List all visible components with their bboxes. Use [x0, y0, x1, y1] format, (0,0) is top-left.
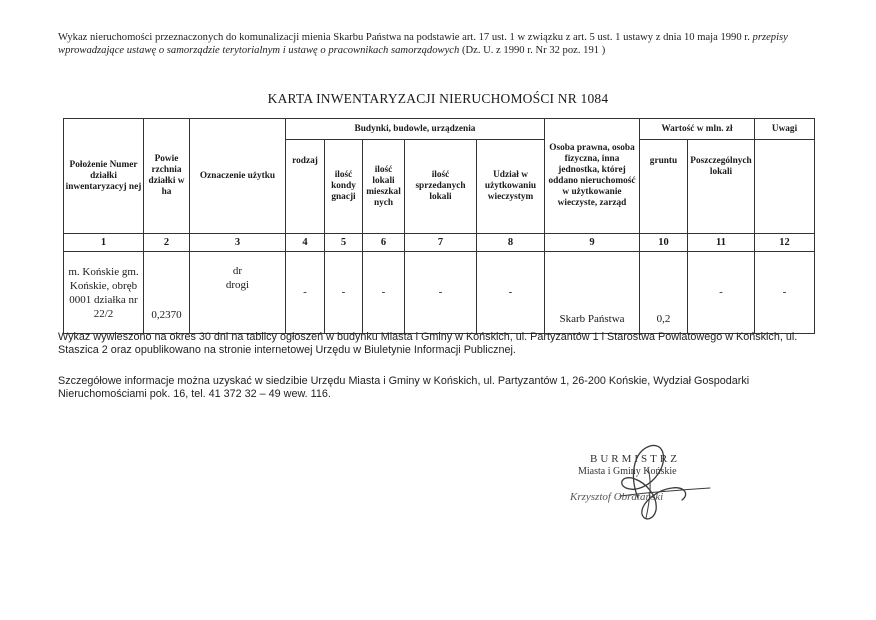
cell-owner: Skarb Państwa	[545, 252, 640, 334]
header-buildings-group: Budynki, budowle, urządzenia	[286, 119, 545, 140]
header-value-group: Wartość w mln. zł	[640, 119, 755, 140]
column-number: 3	[190, 234, 286, 252]
column-number: 12	[755, 234, 815, 252]
header-location: Położenie Numer działki inwentaryzacyj nej	[64, 119, 144, 234]
cell-floors: -	[325, 252, 363, 334]
inventory-table	[63, 118, 815, 334]
column-number: 1	[64, 234, 144, 252]
cell-residential: -	[363, 252, 405, 334]
header-area: Powie rzchnia działki w ha	[144, 119, 190, 234]
header-use: Oznaczenie użytku	[190, 119, 286, 234]
cell-land-value: 0,2	[640, 252, 688, 334]
column-number: 9	[545, 234, 640, 252]
document-title: KARTA INWENTARYZACJI NIERUCHOMOŚCI NR 1084	[267, 91, 609, 106]
header-residential: ilość lokali mieszkal nych	[363, 140, 405, 234]
contact-info: Szczegółowe informacje można uzyskać w siedzibie Urzędu Miasta i Gminy w Końskich, ul. Partyzantów 1, 26-200 Końskie, Wydział Gospodarki Nieruchomościami pok. 16, tel. 41 372 32 – 49 wew. 116.	[58, 375, 750, 400]
column-number: 10	[640, 234, 688, 252]
header-share: Udział w użytkowaniu wieczystym	[477, 140, 545, 234]
cell-area: 0,2370	[144, 252, 190, 334]
cell-kind: -	[286, 252, 325, 334]
intro-italic-text: przepisy wprowadzające ustawę o samorządzie terytorialnym i ustawę o pracownikach samorządowych	[58, 32, 788, 56]
header-land-value: gruntu	[640, 140, 688, 234]
header-floors: ilość kondy gnacji	[325, 140, 363, 234]
column-number: 6	[363, 234, 405, 252]
cell-remarks: -	[755, 252, 815, 334]
posting-notice: Wykaz wywieszono na okres 30 dni na tablicy ogłoszeń w budynku Miasta i Gminy w Końskich, ul. Partyzantów 1 i Starostwa Powiatowego w Końskich, ul. Staszica 2 oraz opublikowano na stronie internetowej Urzędu w Biuletynie Informacji Publicznej.	[58, 331, 798, 356]
signature-name: Krzysztof Obratański	[570, 491, 664, 503]
column-number: 5	[325, 234, 363, 252]
cell-sold: -	[405, 252, 477, 334]
signature-title: BURMISTRZ	[590, 453, 680, 465]
cell-share: -	[477, 252, 545, 334]
intro-text: Wykaz nieruchomości przeznaczonych do komunalizacji mienia Skarbu Państwa na podstawie art. 17 ust. 1 w związku z art. 5 ust. 1 ustawy z dnia 10 maja 1990 r.	[58, 32, 750, 43]
intro-reference: (Dz. U. z 1990 r. Nr 32 poz. 191 )	[461, 45, 606, 56]
cell-use-name: drogi	[225, 279, 250, 291]
cell-location: m. Końskie gm. Końskie, obręb 0001 działka nr 22/2	[64, 252, 144, 334]
header-units-value: Poszczególnych lokali	[688, 140, 755, 234]
column-number: 11	[688, 234, 755, 252]
column-numbers-row	[64, 234, 815, 252]
cell-units-value: -	[688, 252, 755, 334]
table-row	[64, 252, 815, 334]
header-remarks-empty	[755, 140, 815, 234]
header-kind: rodzaj	[286, 140, 325, 234]
column-number: 4	[286, 234, 325, 252]
header-sold: ilość sprzedanych lokali	[405, 140, 477, 234]
cell-use-code: dr	[232, 265, 243, 277]
column-number: 2	[144, 234, 190, 252]
column-number: 7	[405, 234, 477, 252]
signature-office: Miasta i Gminy Końskie	[578, 466, 677, 477]
cell-use	[190, 252, 286, 334]
column-number: 8	[477, 234, 545, 252]
header-owner: Osoba prawna, osoba fizyczna, inna jednostka, której oddano nieruchomość w użytkowanie wieczyste, zarząd	[545, 119, 640, 234]
intro-paragraph	[58, 31, 798, 57]
header-remarks: Uwagi	[755, 119, 815, 140]
handwritten-signature-icon	[560, 438, 730, 528]
